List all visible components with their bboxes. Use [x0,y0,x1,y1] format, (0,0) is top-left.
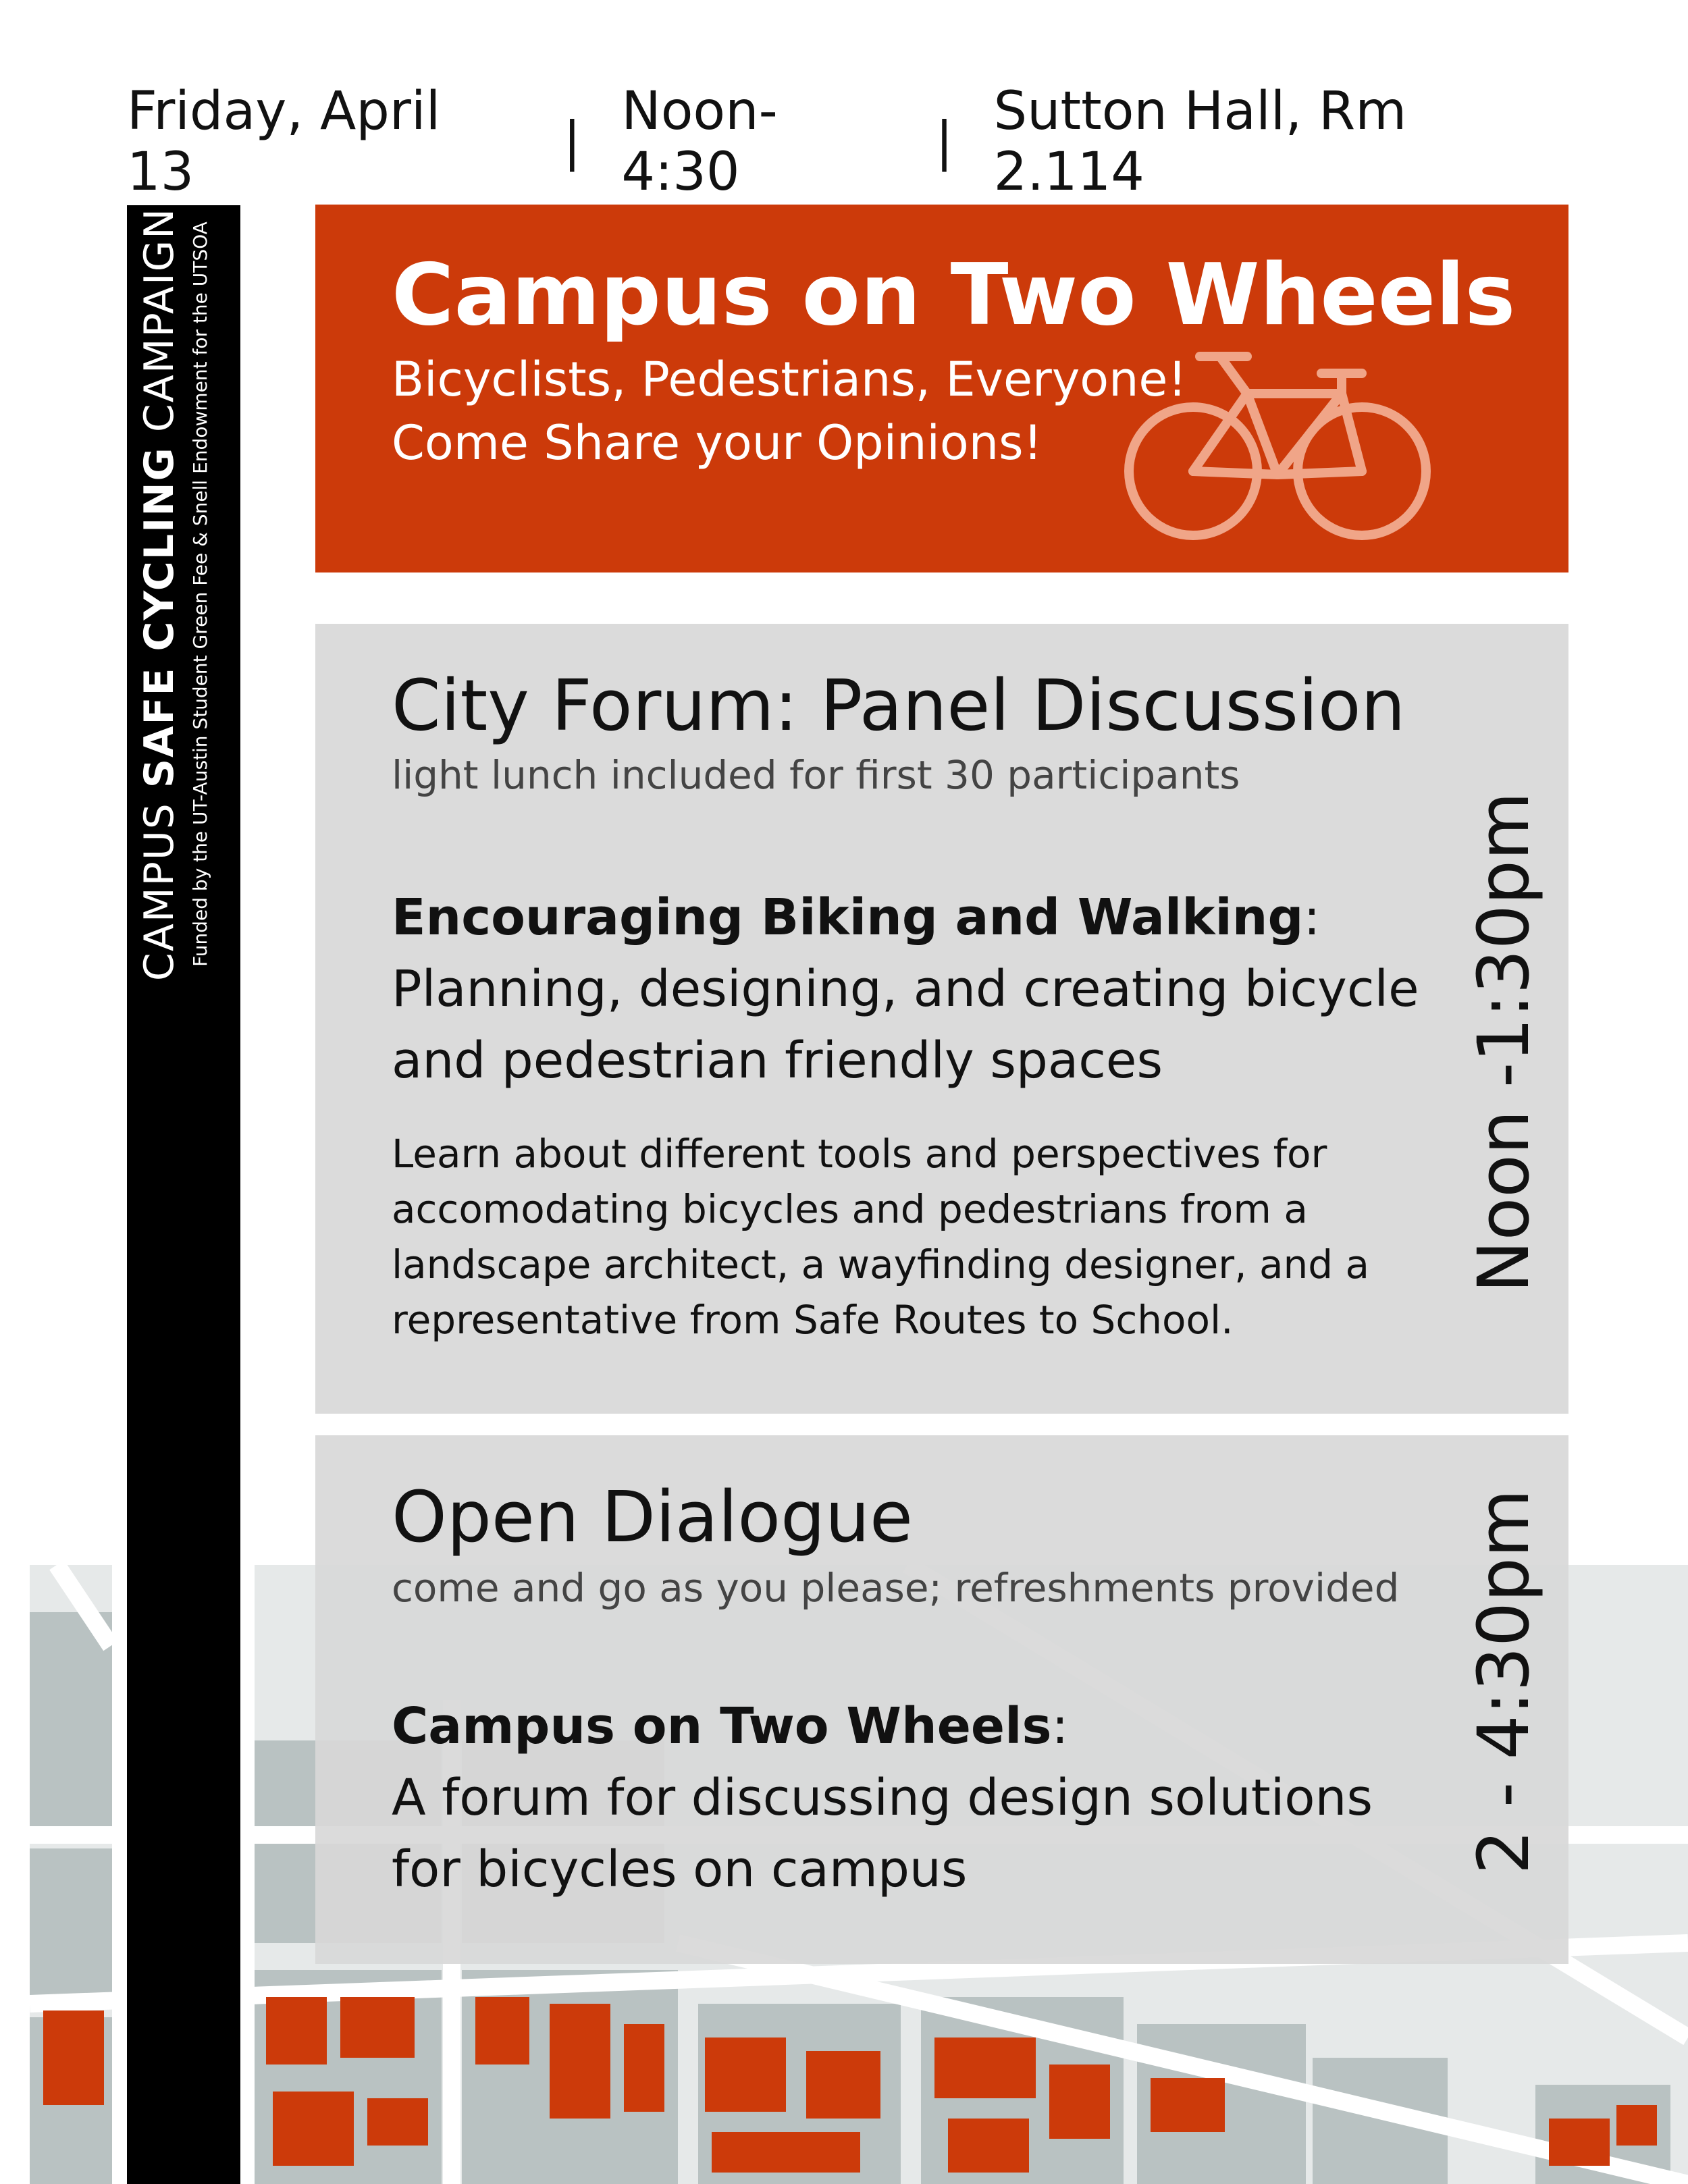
separator: | [935,111,953,172]
campaign-title-bold: SAFE CYCLING [136,446,183,789]
panel-title: Open Dialogue [392,1476,913,1558]
panel-title: City Forum: Panel Discussion [392,664,1406,747]
event-date: Friday, April 13 [127,81,441,203]
funding-note: Funded by the UT-Austin Student Green Fee & Snell Endowment for the UTSOA [189,221,211,967]
campaign-title-suffix: CAMPAIGN [136,207,183,447]
panel-heading-bold: Campus on Two Wheels [392,1697,1052,1755]
panel-heading-rest: Planning, designing, and creating bicycle and pedestrian friendly spaces [392,960,1419,1090]
campaign-title [133,182,186,1006]
event-location: Sutton Hall, Rm 2.114 [993,81,1407,203]
panel-subtitle: light lunch included for first 30 participants [392,752,1240,798]
campaign-title-prefix: CAMPUS [136,788,183,982]
panel-subtitle: come and go as you please; refreshments provided [392,1565,1400,1611]
hero-banner [315,205,1568,572]
panel-city-forum [315,624,1568,1414]
panel-body: Learn about different tools and perspectives for accomodating bicycles and pedestrians from a landscape architect, a wayfinding designer, and a representative from Safe Routes to School. [392,1131,1370,1343]
hero-title: Campus on Two Wheels [392,245,1516,344]
panel-heading-colon: : [1051,1697,1069,1755]
panel-heading-colon: : [1303,888,1321,947]
panel-time: 2 - 4:30pm [1462,1489,1545,1875]
event-info-bar [127,81,1572,203]
bicycle-icon [1119,346,1436,542]
panel-heading [392,1690,1431,1905]
hero-tagline-1: Bicyclists, Pedestrians, Everyone! [392,352,1187,407]
separator: | [563,111,581,172]
panel-heading-rest: A forum for discussing design solutions for bicycles on campus [392,1769,1373,1898]
event-time: Noon-4:30 [621,81,778,203]
panel-open-dialogue [315,1435,1568,1964]
panel-heading [392,882,1431,1096]
hero-tagline-2: Come Share your Opinions! [392,415,1043,471]
panel-heading-bold: Encouraging Biking and Walking [392,888,1304,947]
campaign-label [133,182,234,1006]
panel-time: Noon -1:30pm [1462,791,1545,1294]
